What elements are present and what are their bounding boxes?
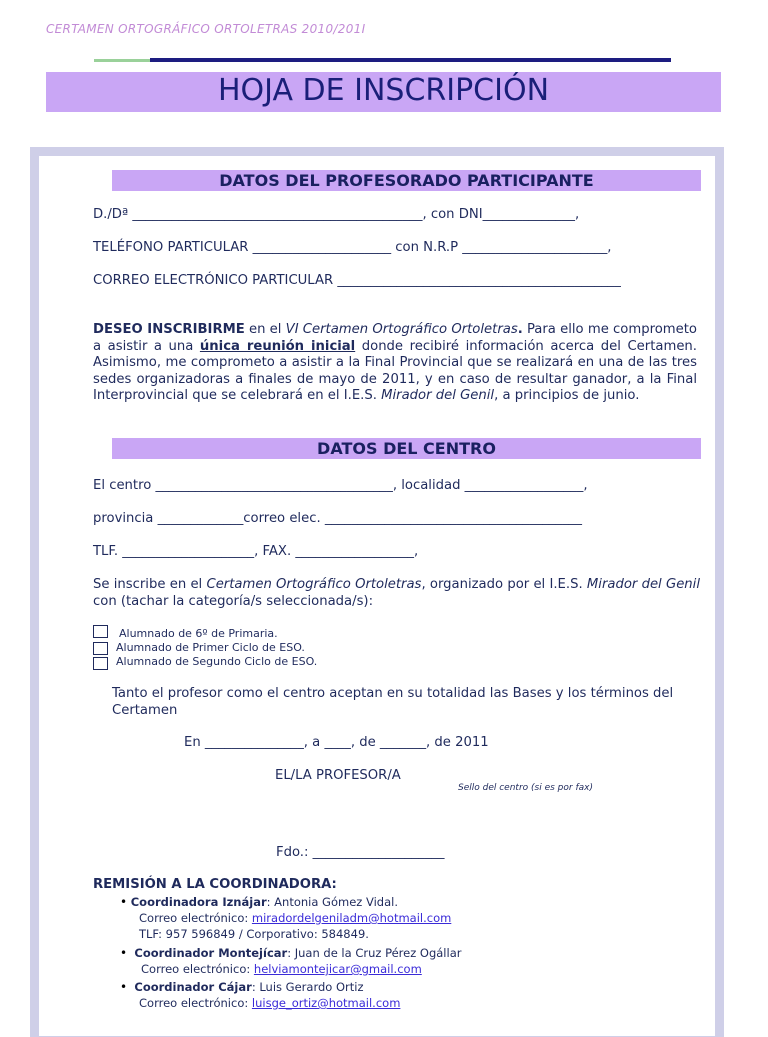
coordinator-cajar-email-row	[139, 996, 400, 1010]
field-date-place[interactable]: En _______________, a ____, de _______, de 2011	[184, 735, 489, 750]
para-text: Para ello me comprometo a asistir a una	[93, 322, 697, 354]
registration-lead: DESEO INSCRIBIRME	[93, 322, 245, 337]
para-dot: .	[517, 322, 523, 337]
para-text: Se inscribe en el	[93, 577, 207, 592]
para-initial-meeting: única reunión inicial	[199, 338, 356, 354]
para-text: con (tachar la categoría/s seleccionada/s):	[93, 593, 374, 609]
bullet-icon: •	[120, 946, 128, 960]
section-title-centro: DATOS DEL CENTRO	[317, 439, 496, 458]
field-provincia-email[interactable]: provincia _____________correo elec. _______________________________________	[93, 511, 582, 526]
field-phone-nrp[interactable]: TELÉFONO PARTICULAR _____________________ con N.R.P ______________________,	[93, 240, 612, 255]
checkbox-primer-ciclo[interactable]	[93, 642, 108, 655]
coordinator-role: Coordinador Cájar	[134, 980, 252, 994]
contest-header-line: CERTAMEN ORTOGRÁFICO ORTOLETRAS 2010/201I	[46, 22, 366, 36]
coordinator-role: Coordinadora Iznájar	[130, 895, 267, 909]
acceptance-statement: Tanto el profesor como el centro aceptan en su totalidad las Bases y los términos del Certamen	[112, 686, 674, 718]
checkbox-primaria[interactable]	[93, 625, 108, 638]
para-contest-name: VI Certamen Ortográfico Ortoletras	[285, 322, 518, 337]
checkbox-segundo-ciclo[interactable]	[93, 657, 108, 670]
email-link-iznajar[interactable]: miradordelgeniladm@hotmail.com	[251, 911, 452, 925]
header-rule-accent	[94, 59, 150, 62]
registration-paragraph	[93, 322, 697, 405]
checkbox-label-segundo-ciclo: Alumnado de Segundo Ciclo de ESO.	[116, 655, 318, 668]
bullet-icon: •	[120, 980, 128, 994]
coordinator-iznajar-email-row	[139, 911, 451, 925]
coordinator-iznajar-phone: TLF: 957 596849 / Corporativo: 584849.	[139, 927, 369, 941]
coordinator-montejicar	[120, 946, 461, 960]
coordinator-name: : Antonia Gómez Vidal.	[266, 895, 398, 909]
remision-heading: REMISIÓN A LA COORDINADORA:	[93, 877, 337, 892]
para-text: , a principios de junio.	[494, 388, 640, 403]
checkbox-label-primaria: Alumnado de 6º de Primaria.	[119, 627, 278, 640]
email-link-montejicar[interactable]: helviamontejicar@gmail.com	[253, 962, 422, 976]
para-contest-name: Certamen Ortográfico Ortoletras	[206, 577, 422, 592]
section-profesorado	[112, 170, 701, 191]
field-personal-email[interactable]: CORREO ELECTRÓNICO PARTICULAR ___________________________________________	[93, 273, 621, 288]
field-signature[interactable]: Fdo.: ____________________	[276, 845, 445, 860]
email-label: Correo electrónico:	[139, 911, 252, 925]
para-venue: Mirador del Genil	[586, 577, 700, 592]
coordinator-montejicar-email-row	[141, 962, 422, 976]
header-rule	[150, 58, 671, 62]
email-label: Correo electrónico:	[141, 962, 254, 976]
field-centro-localidad[interactable]: El centro ____________________________________, localidad __________________,	[93, 478, 588, 493]
field-tlf-fax[interactable]: TLF. ____________________, FAX. __________________,	[93, 544, 419, 559]
para-venue: Mirador del Genil	[381, 388, 495, 403]
title-bar	[46, 72, 721, 112]
page-title: HOJA DE INSCRIPCIÓN	[217, 73, 550, 108]
coordinator-role: Coordinador Montejícar	[134, 946, 288, 960]
signer-label: EL/LA PROFESOR/A	[275, 768, 401, 783]
coordinator-cajar	[120, 980, 363, 994]
stamp-note: Sello del centro (si es por fax)	[458, 783, 593, 793]
bullet-icon: •	[120, 895, 128, 909]
section-centro	[112, 438, 701, 459]
inscription-paragraph	[93, 577, 700, 610]
para-text: , organizado por el I.E.S.	[421, 577, 587, 592]
para-text: donde recibiré información acerca del Certamen. Asimismo, me comprometo a asistir a la Final Provincial que se realizará en una de las tres sedes organizadoras a finales de mayo de 2011, y en caso de resultar ganador, a la Final Interprovincial que se celebrará en el I.E.S.	[93, 338, 697, 403]
checkbox-label-primer-ciclo: Alumnado de Primer Ciclo de ESO.	[116, 641, 305, 654]
coordinator-iznajar	[120, 895, 398, 909]
section-title-profesorado: DATOS DEL PROFESORADO PARTICIPANTE	[219, 171, 594, 190]
email-label: Correo electrónico:	[139, 996, 252, 1010]
coordinator-name: : Luis Gerardo Ortiz	[251, 980, 364, 994]
email-link-cajar[interactable]: luisge_ortiz@hotmail.com	[251, 996, 401, 1010]
para-text: en el	[244, 322, 286, 337]
field-teacher-name-dni[interactable]: D./Dª ____________________________________________, con DNI______________,	[93, 207, 580, 222]
coordinator-name: : Juan de la Cruz Pérez Ogállar	[287, 946, 462, 960]
